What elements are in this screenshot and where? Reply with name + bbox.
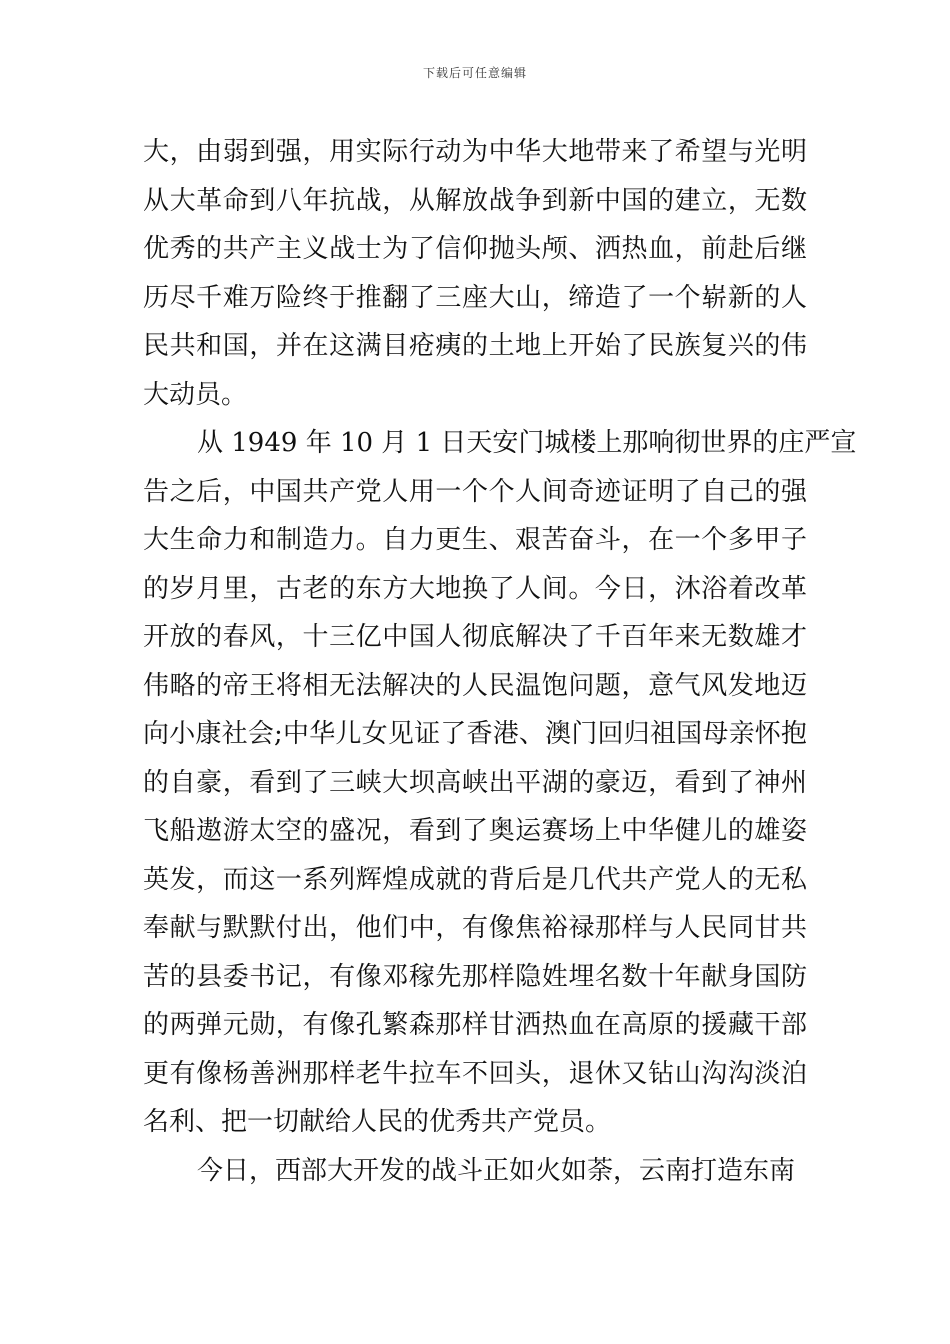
text-line: 民共和国，并在这满目疮痍的土地上开始了民族复兴的伟 <box>143 331 807 361</box>
text-line: 历尽千难万险终于推翻了三座大山，缔造了一个崭新的人 <box>143 282 807 313</box>
text-line: 英发，而这一系列辉煌成就的背后是几代共产党人的无私 <box>143 864 807 895</box>
text-line: 的自豪，看到了三峡大坝高峡出平湖的豪迈，看到了神州 <box>143 767 807 798</box>
text-line: 伟略的帝王将相无法解决的人民温饱问题，意气风发地迈 <box>143 670 807 701</box>
text-line: 苦的县委书记，有像邓稼先那样隐姓埋名数十年献身国防 <box>143 961 807 992</box>
text-line: 飞船遨游太空的盛况，看到了奥运赛场上中华健儿的雄姿 <box>143 816 807 846</box>
text-line: 奉献与默默付出，他们中，有像焦裕禄那样与人民同甘共 <box>143 913 807 943</box>
text-line: 的两弹元勋，有像孔繁森那样甘洒热血在高原的援藏干部 <box>143 1010 807 1040</box>
text-line: 大动员。 <box>143 379 248 410</box>
text-line: 大，由弱到强，用实际行动为中华大地带来了希望与光明 <box>143 137 807 167</box>
document-body <box>143 128 857 1195</box>
page-header: 下载后可任意编辑 <box>422 66 527 80</box>
text-line: 从大革命到八年抗战，从解放战争到新中国的建立，无数 <box>143 185 807 216</box>
text-line: 开放的春风，十三亿中国人彻底解决了千百年来无数雄才 <box>143 622 807 652</box>
paragraph-start-line: 今日，西部大开发的战斗正如火如荼，云南打造东南 <box>197 1155 796 1186</box>
text-line: 优秀的共产主义战士为了信仰抛头颅、洒热血，前赴后继 <box>143 234 807 264</box>
text-line: 向小康社会;中华儿女见证了香港、澳门回归祖国母亲怀抱 <box>143 719 807 749</box>
text-line: 名利、把一切献给人民的优秀共产党员。 <box>143 1107 612 1137</box>
text-line: 更有像杨善洲那样老牛拉车不回头，退休又钻山沟沟淡泊 <box>143 1058 807 1089</box>
text-line: 的岁月里，古老的东方大地换了人间。今日，沐浴着改革 <box>143 573 807 604</box>
text-line: 告之后，中国共产党人用一个个人间奇迹证明了自己的强 <box>143 476 807 507</box>
text-line: 大生命力和制造力。自力更生、艰苦奋斗，在一个多甲子 <box>143 525 807 555</box>
paragraph-start-line: 从 1949 年 10 月 1 日天安门城楼上那响彻世界的庄严宣 <box>197 428 857 458</box>
